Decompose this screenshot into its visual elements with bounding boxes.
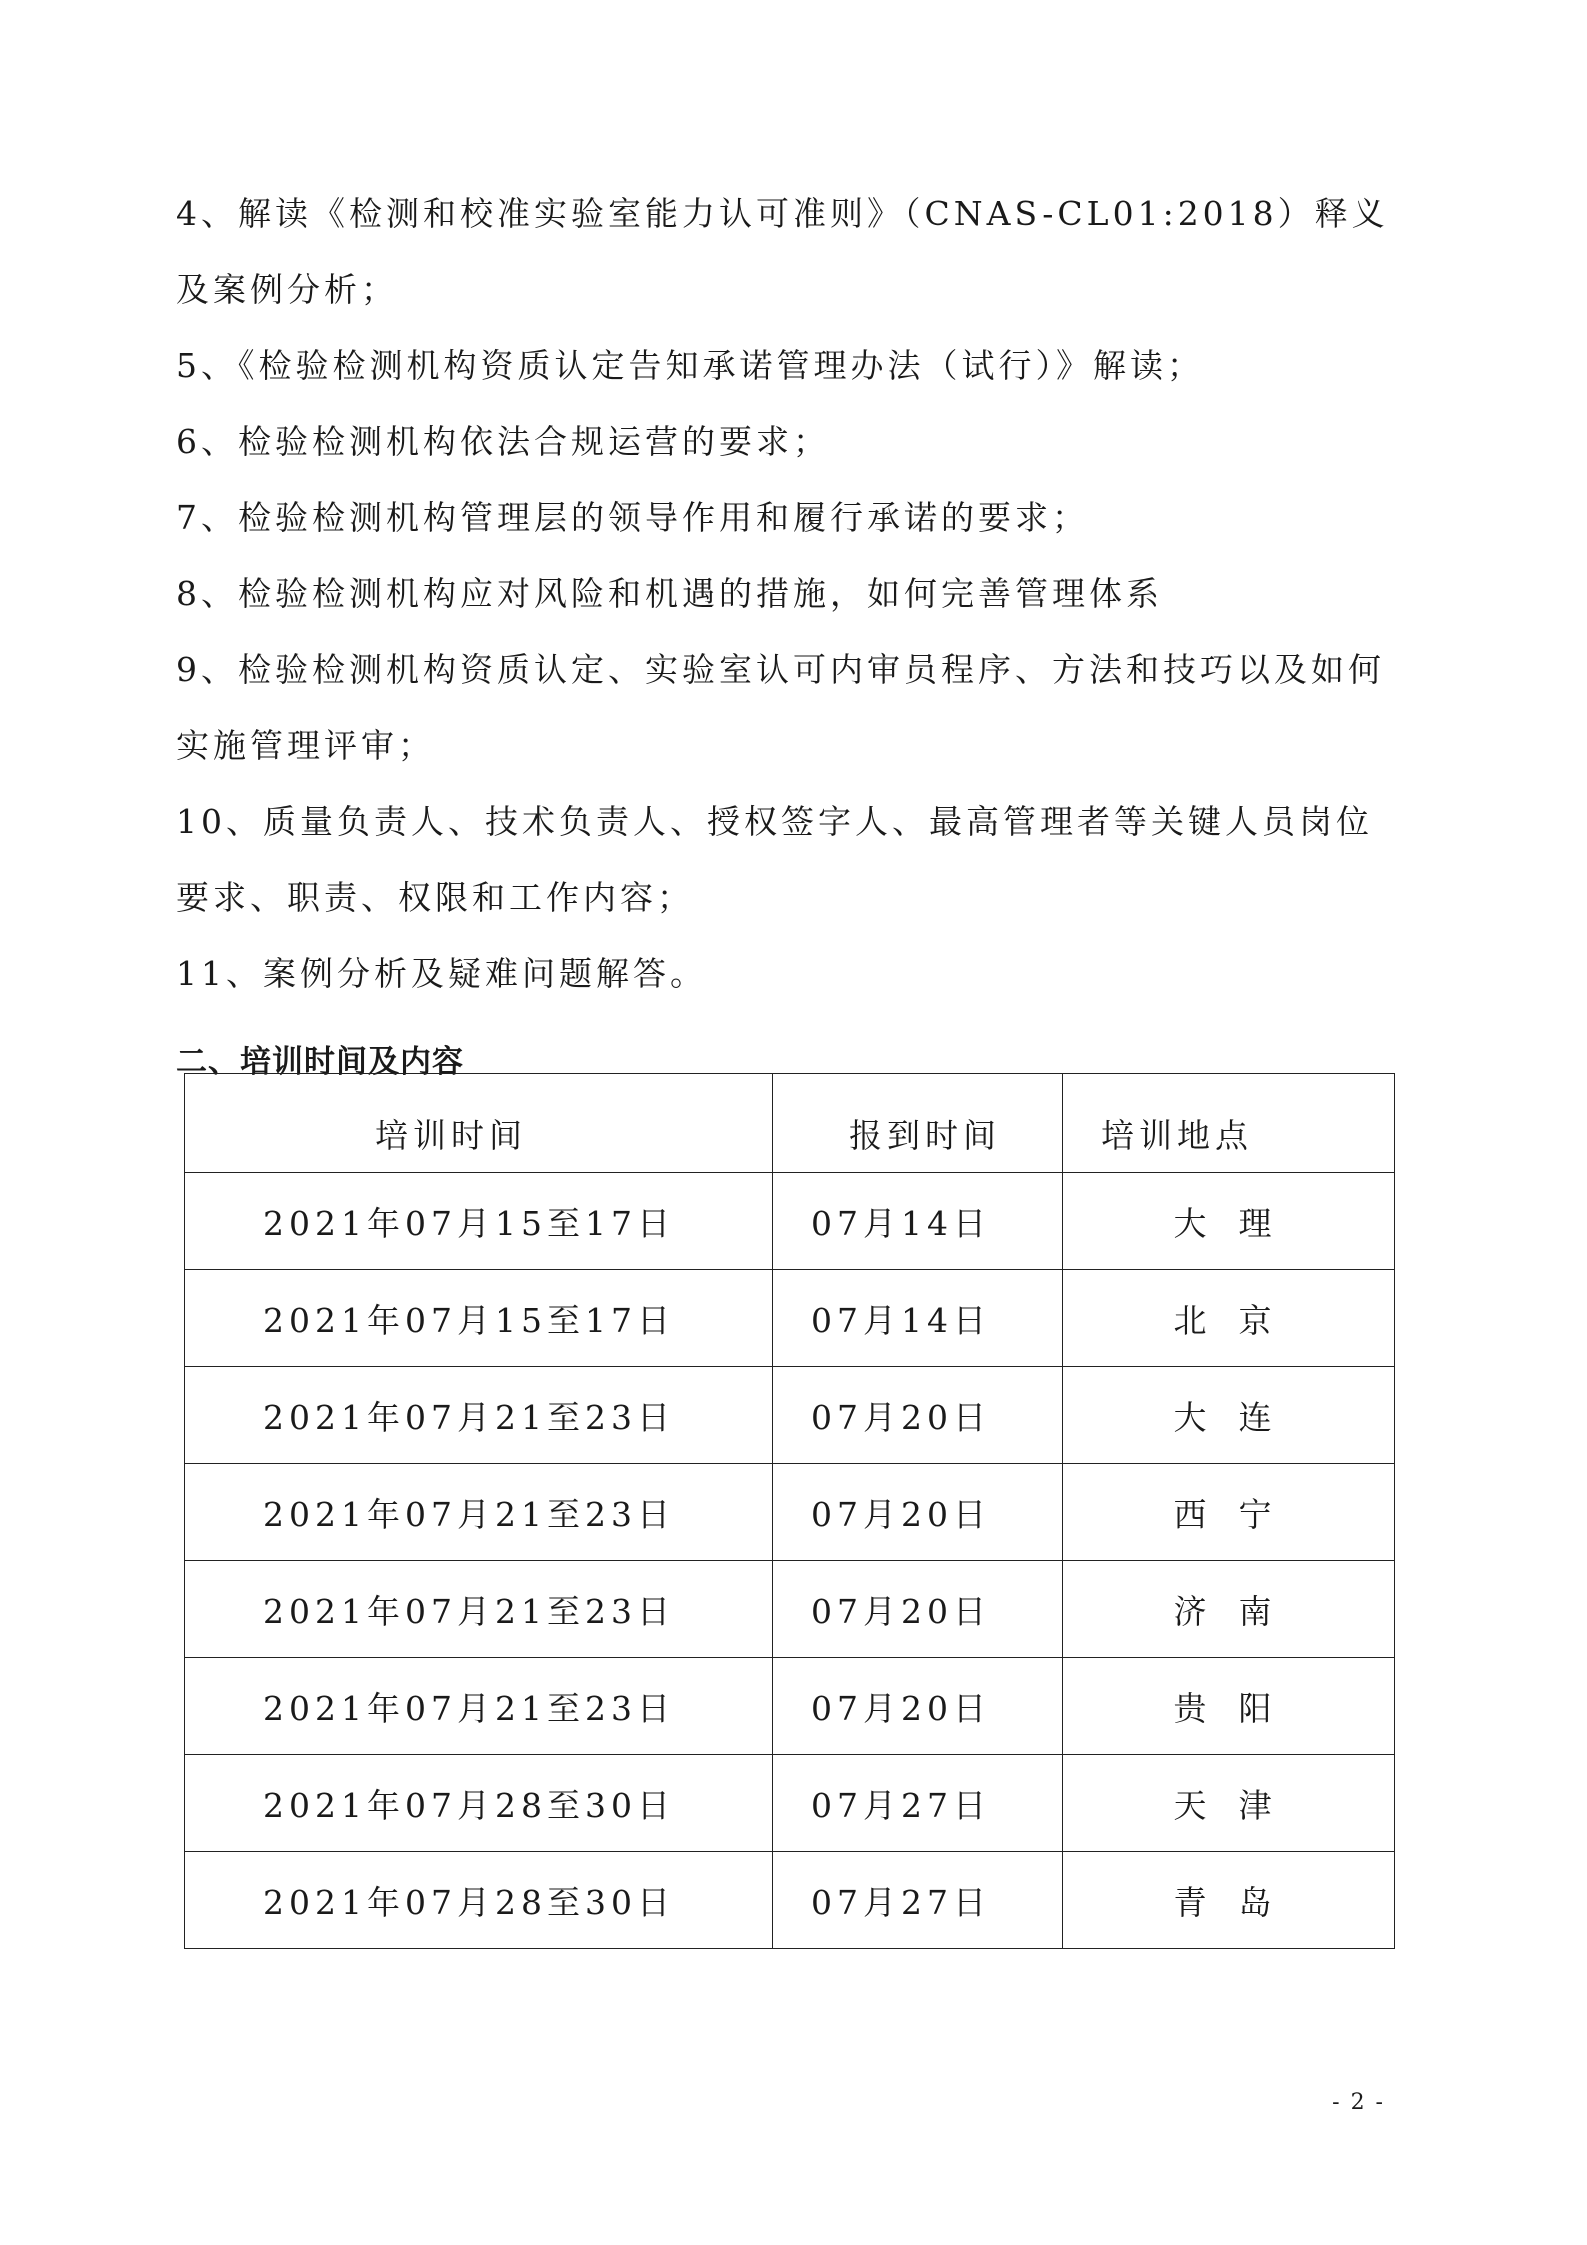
table-row	[185, 1367, 1395, 1464]
training-time-cell: 2021年07月15至17日	[185, 1270, 773, 1367]
report-time-cell: 07月27日	[773, 1755, 1063, 1852]
paragraph-item-7: 7、检验检测机构管理层的领导作用和履行承诺的要求；	[176, 498, 1089, 537]
paragraph-item-8: 8、检验检测机构应对风险和机遇的措施，如何完善管理体系	[176, 574, 1163, 613]
header-training-location: 培训地点	[1063, 1074, 1395, 1173]
location-cell: 西宁	[1063, 1464, 1395, 1561]
section-title: 二、培训时间及内容	[176, 1044, 464, 1080]
paragraph-item-6: 6、检验检测机构依法合规运营的要求；	[176, 422, 830, 461]
report-time-cell: 07月20日	[773, 1658, 1063, 1755]
location-cell: 大理	[1063, 1173, 1395, 1270]
table-row	[185, 1755, 1395, 1852]
training-time-cell: 2021年07月21至23日	[185, 1464, 773, 1561]
training-time-cell: 2021年07月21至23日	[185, 1658, 773, 1755]
location-cell: 北京	[1063, 1270, 1395, 1367]
table-row	[185, 1270, 1395, 1367]
header-training-time: 培训时间	[185, 1074, 773, 1173]
training-time-cell: 2021年07月28至30日	[185, 1755, 773, 1852]
table-row	[185, 1173, 1395, 1270]
paragraph-item-11: 11、案例分析及疑难问题解答。	[176, 954, 707, 993]
location-cell: 青岛	[1063, 1852, 1395, 1949]
training-time-cell: 2021年07月21至23日	[185, 1561, 773, 1658]
report-time-cell: 07月20日	[773, 1561, 1063, 1658]
table-row	[185, 1464, 1395, 1561]
location-cell: 天津	[1063, 1755, 1395, 1852]
report-time-cell: 07月20日	[773, 1367, 1063, 1464]
report-time-cell: 07月14日	[773, 1270, 1063, 1367]
table-row	[185, 1561, 1395, 1658]
page-number: - 2 -	[1332, 2090, 1385, 2115]
paragraph-item-9: 9、检验检测机构资质认定、实验室认可内审员程序、方法和技巧以及如何实施管理评审；	[176, 650, 1385, 765]
report-time-cell: 07月14日	[773, 1173, 1063, 1270]
paragraph-item-10: 10、质量负责人、技术负责人、授权签字人、最高管理者等关键人员岗位要求、职责、权限和工作内容；	[176, 802, 1373, 917]
training-time-cell: 2021年07月21至23日	[185, 1367, 773, 1464]
training-schedule-table	[184, 1073, 1395, 1949]
report-time-cell: 07月27日	[773, 1852, 1063, 1949]
training-time-cell: 2021年07月28至30日	[185, 1852, 773, 1949]
report-time-cell: 07月20日	[773, 1464, 1063, 1561]
location-cell: 济南	[1063, 1561, 1395, 1658]
table-row	[185, 1852, 1395, 1949]
document-body	[176, 176, 1390, 1098]
table-header-row	[185, 1074, 1395, 1173]
location-cell: 贵阳	[1063, 1658, 1395, 1755]
training-time-cell: 2021年07月15至17日	[185, 1173, 773, 1270]
header-report-time: 报到时间	[773, 1074, 1063, 1173]
paragraph-item-4: 4、解读《检测和校准实验室能力认可准则》（CNAS-CL01:2018）释义及案例分析；	[176, 194, 1389, 309]
paragraph-item-5: 5、《检验检测机构资质认定告知承诺管理办法（试行）》解读；	[176, 346, 1204, 385]
table-row	[185, 1658, 1395, 1755]
location-cell: 大连	[1063, 1367, 1395, 1464]
